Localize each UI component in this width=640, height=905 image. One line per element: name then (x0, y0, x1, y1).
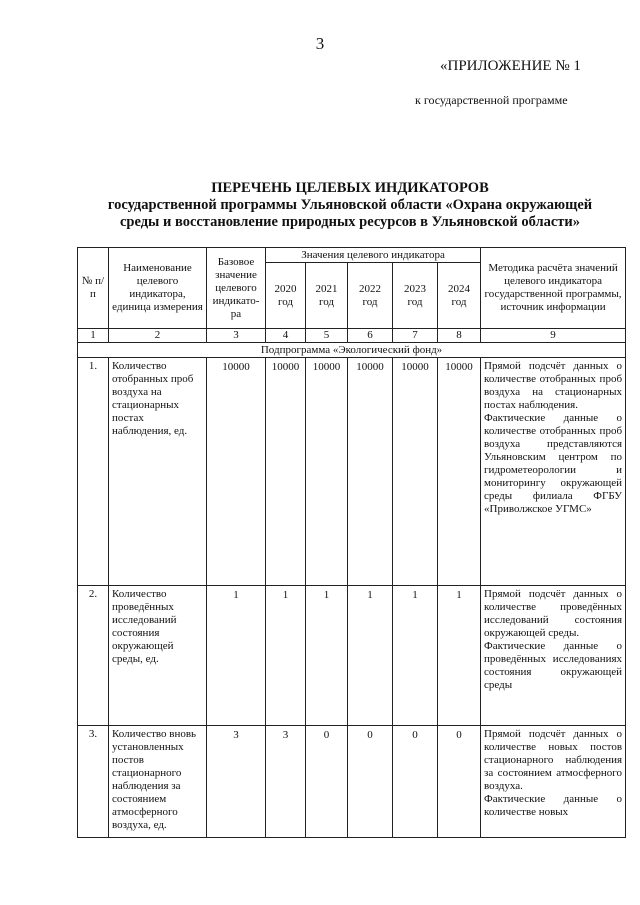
header-method: Методика расчёта значений целевого индикатора государственной программы, источник информации (481, 248, 626, 329)
header-num: № п/п (78, 248, 109, 329)
title-line-1: ПЕРЕЧЕНЬ ЦЕЛЕВЫХ ИНДИКАТОРОВ (211, 180, 489, 196)
method-paragraph: Прямой подсчёт данных о количестве новых постов стационарного наблюдения за состоянием атмосферного воздуха. (484, 728, 623, 792)
method-paragraph: Фактические данные о количестве отобранных проб воздуха представляются Ульяновским центром по гидрометеорологии и мониторингу окружающей среды филиала ФГБУ «Приволжское УГМС» (484, 412, 623, 515)
method-paragraph: Фактические данные о проведённых исследованиях состояния окружающей среды (484, 640, 623, 691)
row-value-2020: 3 (266, 726, 306, 838)
row-method (481, 726, 626, 838)
row-name: Количество проведённых исследований состояния окружающей среды, ед. (109, 586, 207, 726)
column-number: 2 (109, 329, 207, 343)
title-line-3: среды и восстановление природных ресурсов в Ульяновской области» (119, 214, 581, 230)
method-paragraph: Прямой подсчёт данных о количестве отобранных проб воздуха на стационарных постах наблюдения. (484, 360, 623, 411)
header-year-2024: 2024 год (438, 263, 481, 329)
header-year-2020: 2020 год (266, 263, 306, 329)
row-value-2022: 0 (348, 726, 393, 838)
column-number: 3 (207, 329, 266, 343)
header-year-2021: 2021 год (306, 263, 348, 329)
header-values-group: Значения целевого индикатора (266, 248, 481, 263)
page-number: 3 (315, 34, 325, 53)
indicators-table (77, 247, 626, 838)
row-value-2023: 0 (393, 726, 438, 838)
column-number: 6 (348, 329, 393, 343)
method-paragraph: Прямой подсчёт данных о количестве проведённых исследований состояния окружающей среды. (484, 588, 623, 639)
row-value-2020: 1 (266, 586, 306, 726)
row-num: 2. (78, 586, 109, 726)
column-number: 8 (438, 329, 481, 343)
row-value-2022: 10000 (348, 358, 393, 586)
table-row (78, 358, 626, 586)
row-value-2022: 1 (348, 586, 393, 726)
column-number: 1 (78, 329, 109, 343)
row-name: Количество отобранных проб воздуха на стационарных постах наблюдения, ед. (109, 358, 207, 586)
header-year-2023: 2023 год (393, 263, 438, 329)
header-row-1 (78, 248, 626, 263)
subprogram-row (78, 343, 626, 358)
row-value-2020: 10000 (266, 358, 306, 586)
header-year-2022: 2022 год (348, 263, 393, 329)
column-number: 5 (306, 329, 348, 343)
column-number: 7 (393, 329, 438, 343)
row-method (481, 586, 626, 726)
row-value-2023: 1 (393, 586, 438, 726)
row-base: 10000 (207, 358, 266, 586)
method-paragraph: Фактические данные о количестве новых (484, 793, 623, 818)
header-name: Наименование целевого индикатора, единица измерения (109, 248, 207, 329)
column-number: 9 (481, 329, 626, 343)
row-base: 3 (207, 726, 266, 838)
row-name: Количество вновь установленных постов стационарного наблюдения за состоянием атмосферного воздуха, ед. (109, 726, 207, 838)
row-base: 1 (207, 586, 266, 726)
row-method (481, 358, 626, 586)
row-value-2024: 10000 (438, 358, 481, 586)
appendix-reference: к государственной программе (415, 93, 568, 107)
appendix-label: «ПРИЛОЖЕНИЕ № 1 (440, 58, 581, 74)
header-base: Базовое значение целевого индикато-ра (207, 248, 266, 329)
row-value-2024: 1 (438, 586, 481, 726)
document-title (60, 180, 640, 231)
subprogram-title: Подпрограмма «Экологический фонд» (78, 343, 626, 358)
table-row (78, 586, 626, 726)
row-value-2024: 0 (438, 726, 481, 838)
title-line-2: государственной программы Ульяновской области «Охрана окружающей (107, 197, 593, 213)
column-numbers-row (78, 329, 626, 343)
row-value-2023: 10000 (393, 358, 438, 586)
row-value-2021: 1 (306, 586, 348, 726)
row-num: 1. (78, 358, 109, 586)
row-value-2021: 0 (306, 726, 348, 838)
column-number: 4 (266, 329, 306, 343)
row-value-2021: 10000 (306, 358, 348, 586)
row-num: 3. (78, 726, 109, 838)
table-row (78, 726, 626, 838)
